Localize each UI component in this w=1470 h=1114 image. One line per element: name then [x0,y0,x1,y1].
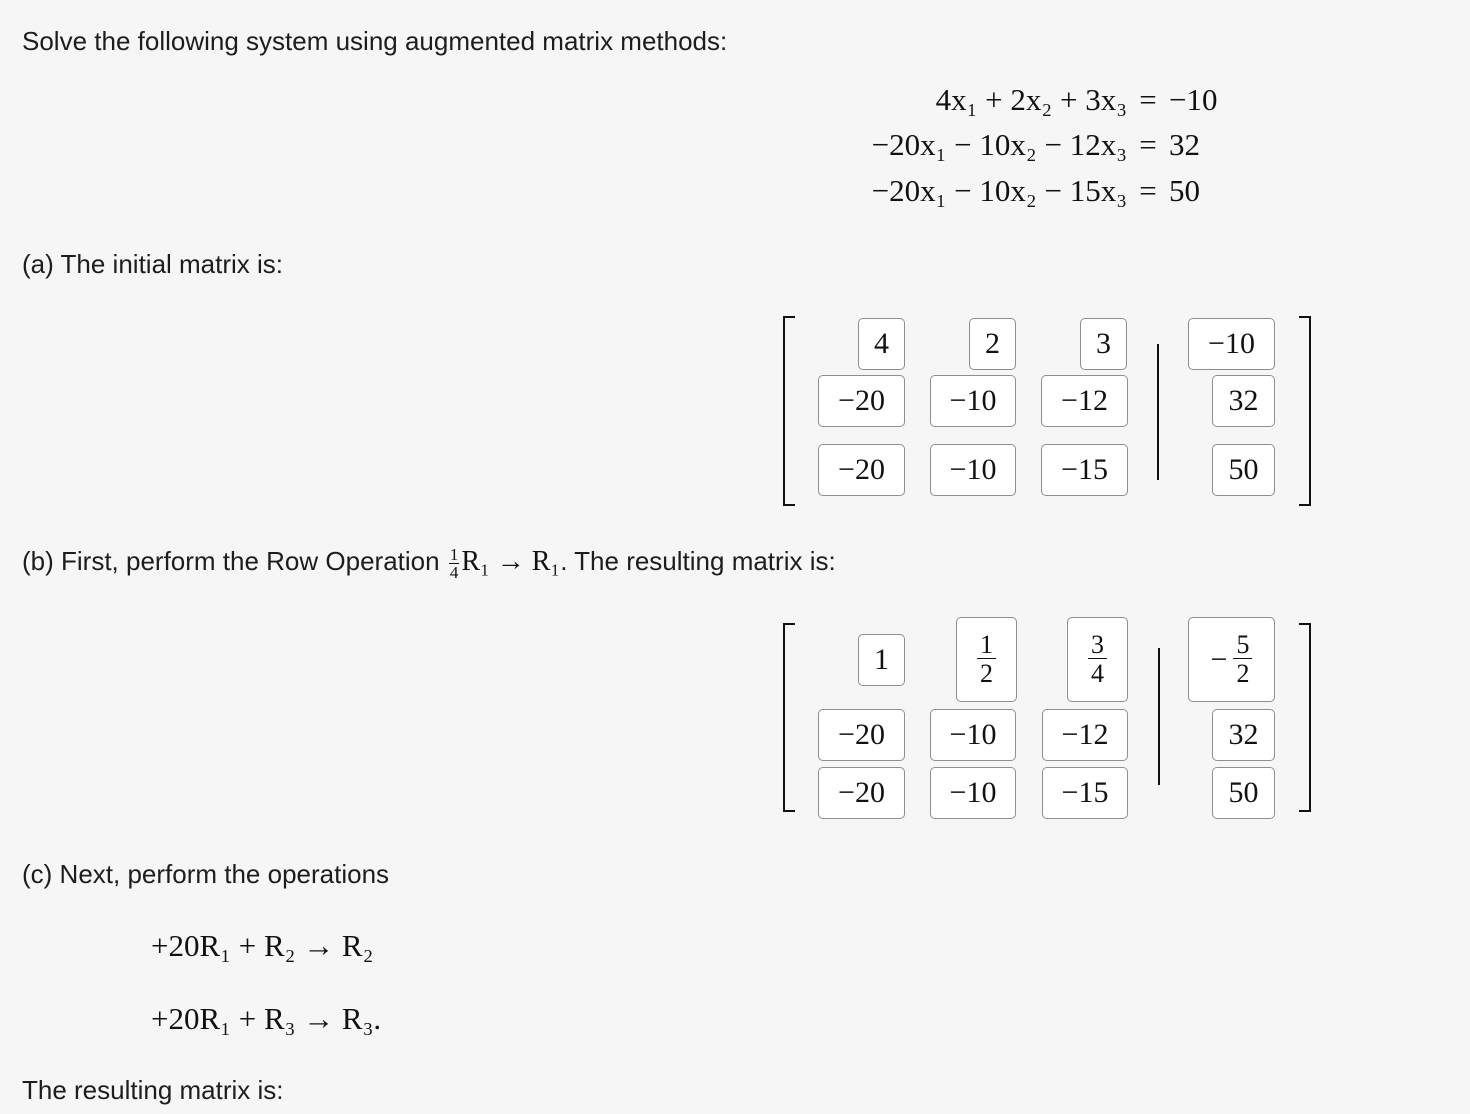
matrix-a-cell-2-3[interactable]: −12 [1041,375,1128,427]
matrix-b-cell-2-1[interactable]: −20 [818,709,905,761]
intro-text: Solve the following system using augmented matrix methods: [22,26,728,56]
matrix-a-cell-2-1[interactable]: −20 [818,375,905,427]
matrix-b-cell-1-1[interactable]: 1 [858,634,905,686]
augment-divider [1157,344,1159,480]
matrix-b [783,623,1311,812]
equals-sign: = [1139,82,1157,117]
fraction [1088,632,1107,687]
matrix-b-cell-3-1[interactable]: −20 [818,767,905,819]
equation-1-lhs: 4x₁ + 2x₂ + 3x₃ [935,82,1127,117]
scale-fraction [449,546,460,581]
result-label: The resulting matrix is: [22,1075,284,1105]
part-a-label: (a) The initial matrix is: [22,249,284,279]
matrix-a-cell-1-2[interactable]: 2 [969,318,1016,370]
matrix-a-cell-3-1[interactable]: −20 [818,444,905,496]
matrix-b-cell-3-4[interactable]: 50 [1212,767,1275,819]
matrix-b-cell-3-2[interactable]: −10 [930,767,1016,819]
left-bracket [783,623,795,812]
equation-3-lhs: −20x₁ − 10x₂ − 15x₃ [871,173,1127,208]
matrix-a-cell-2-2[interactable]: −10 [930,375,1016,427]
fraction-denominator: 4 [1091,659,1104,688]
matrix-a-cell-1-4[interactable]: −10 [1188,318,1275,370]
matrix-b-cell-2-3[interactable]: −12 [1042,709,1128,761]
matrix-a [783,316,1311,506]
equation-2-lhs: −20x₁ − 10x₂ − 12x₃ [871,127,1127,162]
part-b-prefix: (b) First, perform the Row Operation [22,546,447,576]
matrix-a-cell-3-2[interactable]: −10 [930,444,1016,496]
equation-1-rhs: −10 [1169,82,1218,117]
matrix-b-cell-2-4[interactable]: 32 [1212,709,1275,761]
equals-sign: = [1139,127,1157,162]
augment-divider [1158,648,1160,785]
equation-3-rhs: 50 [1169,173,1200,208]
matrix-a-cell-3-3[interactable]: −15 [1041,444,1128,496]
matrix-a-cell-1-1[interactable]: 4 [858,318,905,370]
matrix-a-cell-3-4[interactable]: 50 [1212,444,1275,496]
matrix-b-cell-3-3[interactable]: −15 [1042,767,1128,819]
negative-sign: − [1210,642,1228,676]
matrix-a-cell-2-4[interactable]: 32 [1212,375,1275,427]
part-b-label [22,546,836,581]
fraction-numerator: 3 [1088,632,1107,659]
matrix-b-cell-1-3[interactable] [1067,617,1128,702]
matrix-b-cell-1-4[interactable] [1188,617,1275,702]
matrix-b-cell-1-2[interactable] [956,617,1017,702]
operation-1: +20R₁ + R₂ → R₂ [151,928,374,963]
equation-1 [850,80,1270,120]
part-b-suffix: . The resulting matrix is: [560,546,836,576]
scale-fraction-num: 1 [449,545,459,565]
equation-2 [850,125,1270,165]
fraction-numerator: 5 [1233,632,1252,659]
scale-fraction-den: 4 [449,563,459,583]
fraction-numerator: 1 [977,632,996,659]
equation-2-rhs: 32 [1169,127,1200,162]
operation-2: +20R₁ + R₃ → R₃. [151,1001,382,1036]
left-bracket [783,316,795,506]
fraction [1233,632,1252,687]
equation-3 [850,171,1270,211]
equals-sign: = [1139,173,1157,208]
fraction [977,632,996,687]
right-bracket [1299,316,1311,506]
row-operation-text: R₁ → R₁ [461,546,561,577]
matrix-b-cell-2-2[interactable]: −10 [930,709,1016,761]
fraction-denominator: 2 [1236,659,1250,688]
part-c-label: (c) Next, perform the operations [22,859,390,889]
row-operation [447,545,561,583]
fraction-denominator: 2 [980,659,993,688]
right-bracket [1299,623,1311,812]
matrix-a-cell-1-3[interactable]: 3 [1080,318,1127,370]
